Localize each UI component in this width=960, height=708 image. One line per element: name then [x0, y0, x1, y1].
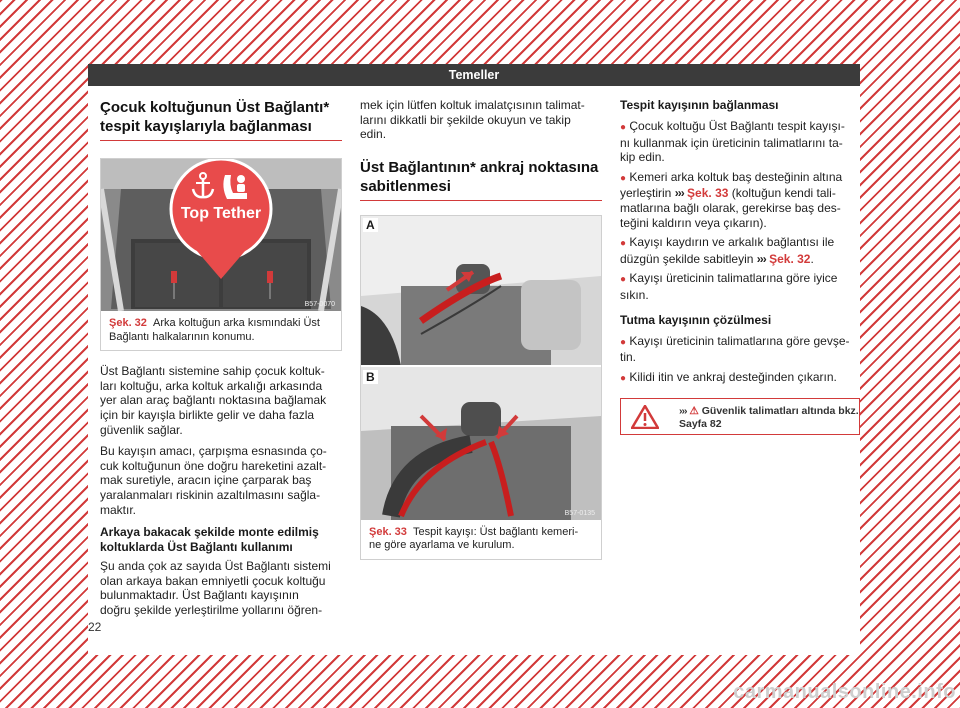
figure-33-caption: Şek. 33 Tespit kayışı: Üst bağlantı kemeri- ne göre ayarlama ve kurulum.	[369, 525, 579, 552]
subsection-title-rear-facing: Arkaya bakacak şekilde monte edilmiş koltuklarda Üst Bağlantı kullanımı	[100, 525, 319, 555]
column-3	[620, 98, 860, 435]
warning-text[interactable]: ››› ⚠ Güvenlik talimatları altında bkz. Sayfa 82	[679, 405, 859, 431]
section-rule	[100, 140, 342, 141]
safety-warning-box	[620, 398, 860, 435]
paragraph-continued: mek için lütfen koltuk imalatçısının talimat- larını dikkatli bir şekilde okuyun ve takip edin.	[360, 98, 585, 142]
section-title-child-seat: Çocuk koltuğunun Üst Bağlantı* tespit kayışlarıyla bağlanması	[100, 99, 330, 135]
figure-link[interactable]: Şek. 33	[687, 186, 729, 201]
bullet-2: ● Kemeri arka koltuk baş desteğinin altına yerleştirin ››› Şek. 33 (koltuğun kendi tali- matlarına bağlı olarak, gerekirse baş des- teğini kaldırın veya çıkarın).	[620, 169, 843, 230]
bullet-dot: ●	[620, 336, 627, 348]
bullet-5: ● Kayışı üreticinin talimatlarına göre gevşe- tin.	[620, 333, 850, 365]
column-2	[360, 98, 602, 560]
figure-32-caption: Şek. 32 Arka koltuğun arka kısmındaki Üst Bağlantı halkalarının konumu.	[109, 317, 320, 343]
chapter-header: Temeller	[88, 64, 860, 86]
arrow-icon: ›››	[679, 405, 687, 418]
top-tether-badge-text: Top Tether	[180, 205, 262, 222]
section-title-tether-release: Tutma kayışının çözülmesi	[620, 312, 772, 327]
figure-33	[360, 215, 602, 560]
figure-link[interactable]: Şek. 32	[769, 251, 811, 266]
bullet-4: ● Kayışı üreticinin talimatlarına göre iyice sıkın.	[620, 271, 838, 302]
warning-triangle-icon	[631, 405, 659, 429]
bullet-dot: ●	[620, 172, 627, 184]
bullet-3: ● Kayışı kaydırın ve arkalık bağlantısı ile düzgün şekilde sabitleyin ››› Şek. 32.	[620, 235, 835, 266]
figure-32	[100, 158, 342, 351]
paragraph-3: Şu anda çok az sayıda Üst Bağlantı sistemi olan arkaya bakan emniyetli çocuk koltuğu bulunmaktadır. Üst Bağlantı kayışının doğru şekilde yerleştirilme yollarını öğren-	[100, 559, 331, 617]
bullet-6: ● Kilidi itin ve ankraj desteğinden çıkarın.	[620, 369, 837, 384]
warning-triangle-icon: ⚠	[689, 405, 699, 418]
panel-b-label: B	[363, 370, 378, 384]
section-title-tether-attach: Tespit kayışının bağlanması	[620, 98, 779, 112]
column-1	[100, 98, 342, 618]
bullet-1: ● Çocuk koltuğu Üst Bağlantı tespit kayışı- nı kullanmak için üreticinin talimatlarını ta- kip edin.	[620, 119, 845, 165]
figure-code: B57-0135	[564, 509, 595, 517]
watermark: carmanualsonline.info	[733, 681, 956, 703]
figure-33-image	[361, 216, 601, 520]
bullet-dot: ●	[620, 372, 627, 384]
child-seat-icon	[219, 171, 253, 203]
bullet-dot: ●	[620, 238, 627, 250]
figure-label: Şek. 33	[369, 525, 407, 538]
figure-label: Şek. 32	[109, 317, 147, 329]
arrow-icon: ›››	[674, 186, 684, 201]
section-rule	[360, 200, 602, 201]
bullet-dot: ●	[620, 122, 627, 133]
bullet-dot: ●	[620, 274, 627, 286]
arrow-icon: ›››	[756, 251, 766, 266]
panel-a-label: A	[363, 218, 378, 232]
anchor-icon	[190, 172, 216, 200]
section-title-anchor: Üst Bağlantının* ankraj noktasına sabitlenmesi	[360, 158, 599, 195]
manual-page	[88, 64, 860, 655]
paragraph-2: Bu kayışın amacı, çarpışma esnasında ço- cuk koltuğunun öne doğru hareketini azalt- mak suretiyle, aracın içine çarparak baş yaralanmaları riskinin azaltılmasını sağla- maktır.	[100, 444, 327, 517]
figure-32-image	[101, 159, 341, 311]
page-number: 22	[88, 620, 102, 634]
figure-code: B57-0070	[304, 301, 335, 308]
paragraph-1: Üst Bağlantı sistemine sahip çocuk koltuk- ları koltuğu, arka koltuk arkalığı arkasında yer alan araç bağlantı noktasına bağlamak için bir kayışla birlikte gelir ve daha fazla güvenlik sağlar.	[100, 364, 327, 437]
